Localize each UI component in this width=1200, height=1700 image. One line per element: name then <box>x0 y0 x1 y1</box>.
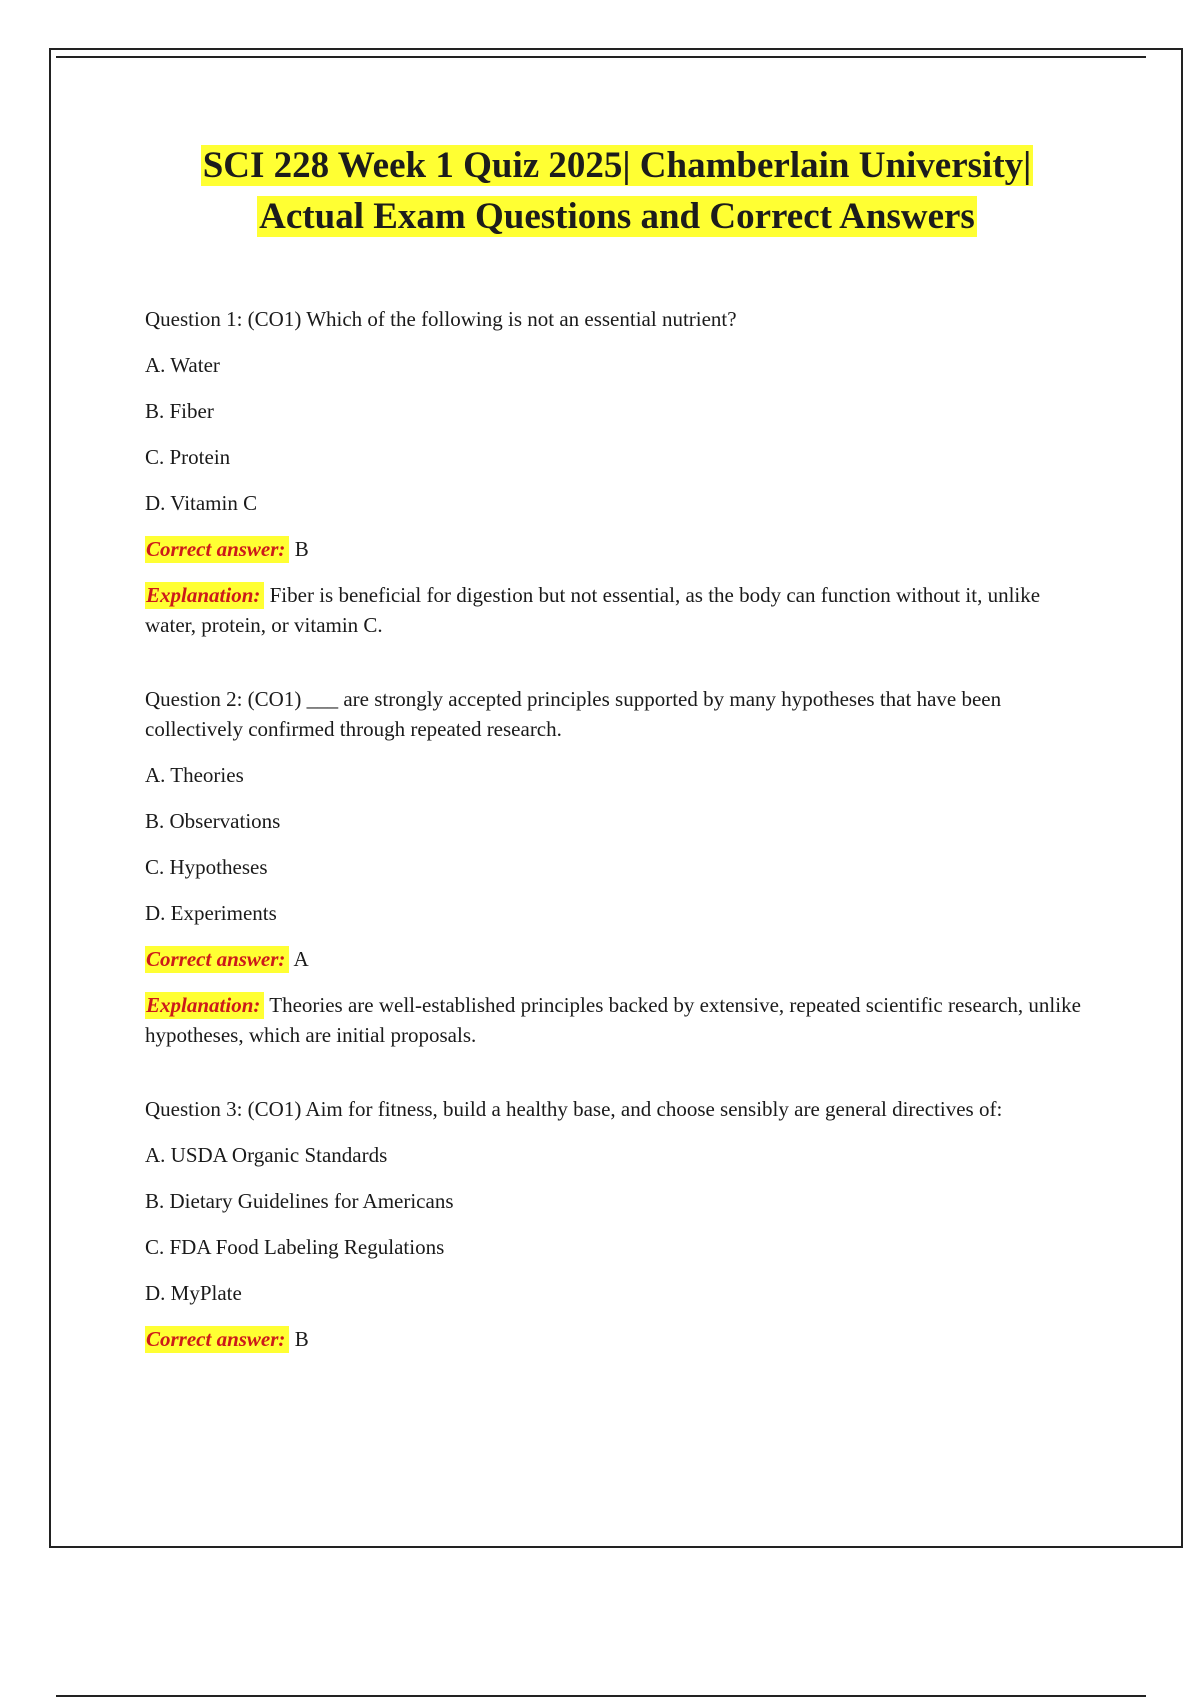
option-a: A. Water <box>145 353 220 377</box>
explanation-label: Explanation: <box>145 582 264 609</box>
top-rule <box>56 56 1146 58</box>
option-d: D. MyPlate <box>145 1281 242 1305</box>
correct-answer-value: A <box>293 947 309 971</box>
option-b: B. Dietary Guidelines for Americans <box>145 1189 454 1213</box>
explanation-line <box>145 580 1090 640</box>
option-d: D. Vitamin C <box>145 491 258 515</box>
question-1 <box>145 304 1090 640</box>
option-a: A. Theories <box>145 763 244 787</box>
option-a: A. USDA Organic Standards <box>145 1143 388 1167</box>
correct-answer-value: B <box>294 537 309 561</box>
option-b: B. Observations <box>145 809 281 833</box>
correct-answer-line <box>145 1324 1090 1354</box>
correct-answer-line <box>145 944 1090 974</box>
bottom-rule <box>56 1695 1146 1697</box>
explanation-label: Explanation: <box>145 992 264 1019</box>
explanation-line <box>145 990 1090 1050</box>
question-text: Question 2: (CO1) ___ are strongly accepted principles supported by many hypotheses that have been collectively confirmed through repeated research. <box>145 687 1002 741</box>
option-c: C. FDA Food Labeling Regulations <box>145 1235 445 1259</box>
question-2 <box>145 684 1090 1050</box>
correct-answer-label: Correct answer: <box>145 946 289 973</box>
option-c: C. Hypotheses <box>145 855 268 879</box>
correct-answer-value: B <box>294 1327 309 1351</box>
explanation-text: Theories are well-established principles backed by extensive, repeated scientific research, unlike hypotheses, which are initial proposals. <box>145 993 1081 1047</box>
option-c: C. Protein <box>145 445 231 469</box>
correct-answer-label: Correct answer: <box>145 536 289 563</box>
option-d: D. Experiments <box>145 901 277 925</box>
page-title <box>100 140 1134 242</box>
correct-answer-line <box>145 534 1090 564</box>
question-text: Question 1: (CO1) Which of the following is not an essential nutrient? <box>145 307 737 331</box>
explanation-text: Fiber is beneficial for digestion but not essential, as the body can function without it, unlike water, protein, or vitamin C. <box>145 583 1041 637</box>
question-3 <box>145 1094 1090 1354</box>
title-line-1: SCI 228 Week 1 Quiz 2025| Chamberlain University| <box>202 145 1032 186</box>
correct-answer-label: Correct answer: <box>145 1326 289 1353</box>
title-line-2: Actual Exam Questions and Correct Answers <box>259 196 975 237</box>
question-text: Question 3: (CO1) Aim for fitness, build a healthy base, and choose sensibly are general directives of: <box>145 1097 1003 1121</box>
quiz-content <box>145 304 1090 1398</box>
option-b: B. Fiber <box>145 399 214 423</box>
